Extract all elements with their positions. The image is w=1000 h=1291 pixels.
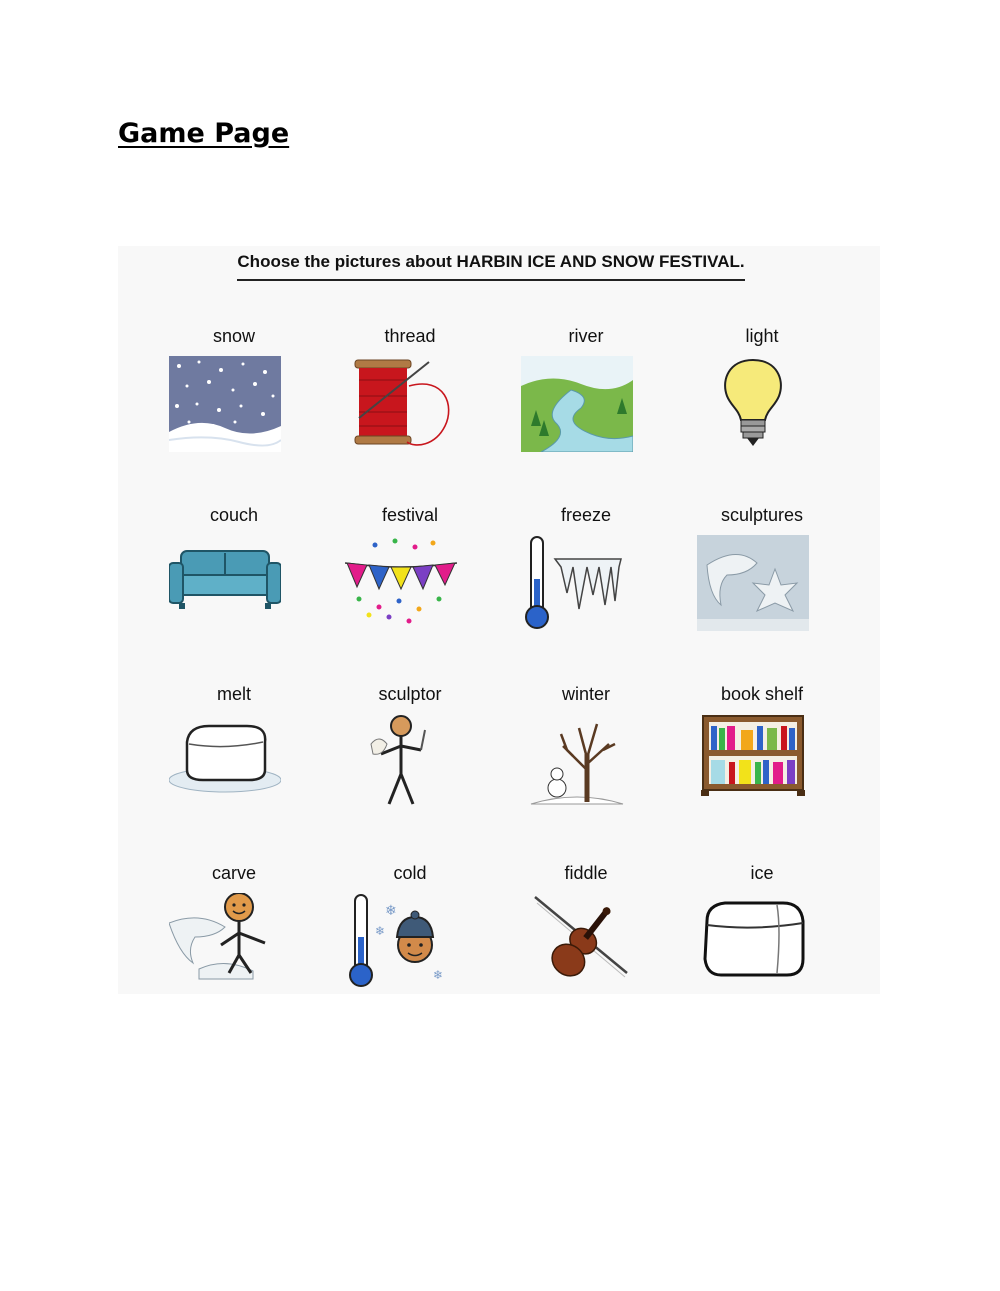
card-label: light bbox=[745, 326, 779, 346]
card-label: fiddle bbox=[564, 863, 608, 883]
svg-text:❄: ❄ bbox=[375, 924, 386, 938]
instruction-text: Choose the pictures about HARBIN ICE AND SNOW FESTIVAL. bbox=[237, 252, 744, 281]
picture-card-sculptures[interactable] bbox=[677, 505, 847, 665]
picture-card-ice[interactable] bbox=[677, 863, 847, 1023]
picture-card-light[interactable] bbox=[677, 326, 847, 486]
light-bulb-icon bbox=[697, 356, 809, 452]
sculptor-figure-icon bbox=[345, 714, 457, 810]
card-label: melt bbox=[216, 684, 251, 704]
card-label: festival bbox=[381, 505, 439, 525]
svg-text:❄: ❄ bbox=[433, 968, 444, 982]
worksheet-heading bbox=[118, 246, 880, 281]
card-label: carve bbox=[211, 863, 256, 883]
svg-text:❄: ❄ bbox=[385, 903, 397, 919]
ice-sculptures-icon bbox=[697, 535, 809, 631]
picture-card-freeze[interactable] bbox=[501, 505, 671, 665]
book-shelf-icon bbox=[697, 714, 809, 810]
picture-card-carve[interactable] bbox=[149, 863, 319, 1023]
picture-card-sculptor[interactable] bbox=[325, 684, 495, 844]
card-label: cold bbox=[393, 863, 427, 883]
thread-spool-icon bbox=[345, 356, 457, 452]
picture-card-snow[interactable] bbox=[149, 326, 319, 486]
winter-tree-snowman-icon bbox=[521, 714, 633, 810]
card-label: sculptures bbox=[720, 505, 804, 525]
card-label: winter bbox=[561, 684, 610, 704]
snow-scene-icon bbox=[169, 356, 281, 452]
thermometer-icicles-icon bbox=[521, 535, 633, 631]
card-label: freeze bbox=[560, 505, 612, 525]
picture-card-winter[interactable] bbox=[501, 684, 671, 844]
picture-card-melt[interactable] bbox=[149, 684, 319, 844]
cold-face-thermometer-icon bbox=[345, 893, 457, 989]
bunting-confetti-icon bbox=[345, 535, 457, 631]
couch-icon bbox=[169, 535, 281, 631]
ice-cube-icon bbox=[697, 893, 809, 989]
card-label: sculptor bbox=[378, 684, 442, 704]
picture-card-book-shelf[interactable] bbox=[677, 684, 847, 844]
page-title: Game Page bbox=[118, 118, 290, 149]
card-label: book shelf bbox=[720, 684, 804, 704]
picture-card-couch[interactable] bbox=[149, 505, 319, 665]
card-label: snow bbox=[212, 326, 256, 346]
river-landscape-icon bbox=[521, 356, 633, 452]
card-label: thread bbox=[384, 326, 436, 346]
picture-card-festival[interactable] bbox=[325, 505, 495, 665]
picture-card-river[interactable] bbox=[501, 326, 671, 486]
card-label: ice bbox=[750, 863, 774, 883]
card-label: couch bbox=[209, 505, 259, 525]
melting-ice-icon bbox=[169, 714, 281, 810]
worksheet bbox=[118, 246, 880, 994]
carving-person-icon bbox=[169, 893, 281, 989]
picture-card-fiddle[interactable] bbox=[501, 863, 671, 1023]
picture-card-cold[interactable] bbox=[325, 863, 495, 1023]
card-label: river bbox=[568, 326, 604, 346]
picture-card-thread[interactable] bbox=[325, 326, 495, 486]
fiddle-icon bbox=[521, 893, 633, 989]
